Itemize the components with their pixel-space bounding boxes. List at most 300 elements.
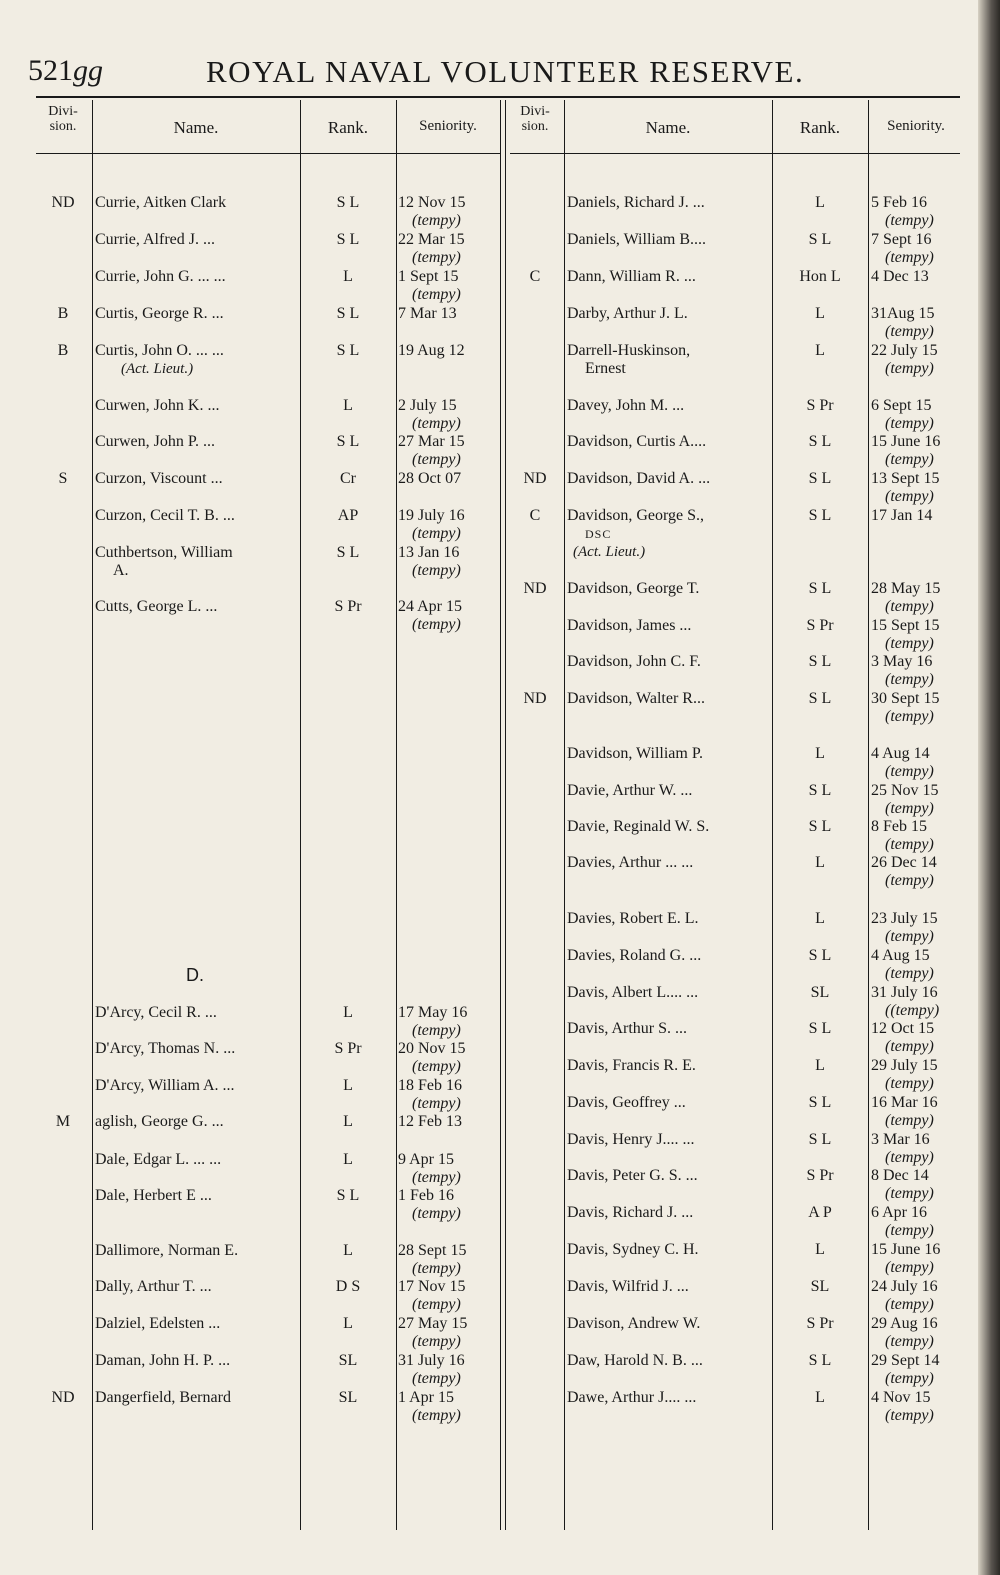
rank-value: L xyxy=(343,268,353,285)
division-code: B xyxy=(57,305,69,322)
rank-value: L xyxy=(815,854,825,871)
seniority-date-text: 15 June 16 xyxy=(871,433,941,450)
officer-name-text: Davidson, George T. xyxy=(567,580,700,597)
officer-name-text: D'Arcy, Thomas N. ... xyxy=(95,1040,236,1057)
seniority-date-text: 13 Jan 16 xyxy=(398,544,460,561)
seniority-date xyxy=(871,1315,967,1351)
seniority-date-text: 15 Sept 15 xyxy=(871,617,940,634)
seniority-date-text: 17 Jan 14 xyxy=(871,507,933,524)
seniority-date-text: 27 May 15 xyxy=(398,1315,468,1332)
temporary-note: (tempy) xyxy=(412,1333,461,1350)
seniority-date xyxy=(871,194,967,230)
seniority-date-text: 19 July 16 xyxy=(398,507,465,524)
officer-name xyxy=(95,305,300,323)
seniority-date xyxy=(871,1094,967,1130)
seniority-date-text: 22 July 15 xyxy=(871,342,938,359)
officer-name xyxy=(95,1352,300,1370)
officer-name-text: Daw, Harold N. B. ... xyxy=(567,1352,703,1369)
seniority-date xyxy=(871,470,967,506)
officer-name-text: Daman, John H. P. ... xyxy=(95,1352,231,1369)
division-code: M xyxy=(55,1113,71,1130)
seniority-date xyxy=(398,544,500,580)
division-code: ND xyxy=(523,470,547,487)
temporary-note: (tempy) xyxy=(885,488,934,505)
temporary-note: (tempy) xyxy=(885,212,934,229)
seniority-date-text: 28 Sept 15 xyxy=(398,1242,467,1259)
seniority-date xyxy=(398,1278,500,1314)
officer-name xyxy=(567,231,772,249)
temporary-note: (tempy) xyxy=(885,800,934,817)
officer-name xyxy=(95,268,300,286)
seniority-date xyxy=(398,598,500,634)
header-division: Divi- sion. xyxy=(48,104,78,134)
officer-name xyxy=(567,507,772,561)
officer-name xyxy=(95,433,300,451)
seniority-date xyxy=(871,1131,967,1167)
seniority-date-text: 4 Nov 15 xyxy=(871,1389,931,1406)
officer-name-text: Davie, Arthur W. ... xyxy=(567,782,693,799)
temporary-note: (tempy) xyxy=(412,1095,461,1112)
rank-value: L xyxy=(815,194,825,211)
officer-name xyxy=(567,1241,772,1259)
officer-name-text: Davidson, Curtis A.... xyxy=(567,433,707,450)
temporary-note: (tempy) xyxy=(885,1149,934,1166)
rank-value: S L xyxy=(808,947,832,964)
seniority-date-text: 13 Sept 15 xyxy=(871,470,940,487)
temporary-note: (tempy) xyxy=(412,525,461,542)
column-rule xyxy=(564,100,565,1530)
seniority-date-text: 26 Dec 14 xyxy=(871,854,937,871)
header-division: Divi- sion. xyxy=(520,104,550,134)
temporary-note: (tempy) xyxy=(885,1185,934,1202)
officer-name xyxy=(95,470,300,488)
temporary-note: (tempy) xyxy=(885,415,934,432)
rank-value: L xyxy=(815,1057,825,1074)
officer-name xyxy=(567,433,772,451)
seniority-date-text: 19 Aug 12 xyxy=(398,342,465,359)
seniority-date xyxy=(871,617,967,653)
rank-value: S L xyxy=(336,231,360,248)
rank-value: S L xyxy=(808,580,832,597)
officer-name-continuation: Ernest xyxy=(585,360,626,377)
column-rule xyxy=(300,100,301,1530)
division-code: ND xyxy=(523,580,547,597)
seniority-date xyxy=(871,782,967,818)
seniority-date xyxy=(398,1242,500,1278)
officer-name-continuation: A. xyxy=(113,562,129,579)
seniority-date xyxy=(398,342,500,360)
temporary-note: (tempy) xyxy=(885,1407,934,1424)
officer-name xyxy=(95,1242,300,1260)
officer-name xyxy=(567,782,772,800)
temporary-note: (tempy) xyxy=(885,598,934,615)
rank-value: S L xyxy=(336,194,360,211)
officer-name-text: Curtis, John O. ... ... xyxy=(95,342,224,359)
seniority-date xyxy=(398,1040,500,1076)
section-letter-d: D. xyxy=(186,965,204,985)
seniority-date xyxy=(871,580,967,616)
officer-name xyxy=(567,1167,772,1185)
rank-value: S L xyxy=(336,1187,360,1204)
officer-name-text: Davis, Henry J.... ... xyxy=(567,1131,695,1148)
officer-name xyxy=(95,544,300,580)
temporary-note: (tempy) xyxy=(885,1075,934,1092)
rank-value: S L xyxy=(808,818,832,835)
officer-name-text: Dann, William R. ... xyxy=(567,268,696,285)
seniority-date xyxy=(398,1389,500,1425)
officer-name-text: Davidson, James ... xyxy=(567,617,692,634)
temporary-note: (tempy) xyxy=(885,965,934,982)
seniority-date-text: 29 Sept 14 xyxy=(871,1352,940,1369)
rank-value: L xyxy=(343,1113,353,1130)
seniority-date xyxy=(871,1389,967,1425)
rank-value: L xyxy=(343,1151,353,1168)
temporary-note: (tempy) xyxy=(412,1296,461,1313)
column-rule xyxy=(500,100,501,1530)
seniority-date-text: 1 Feb 16 xyxy=(398,1187,454,1204)
officer-name xyxy=(567,617,772,635)
officer-name-text: Daniels, Richard J. ... xyxy=(567,194,705,211)
temporary-note: (tempy) xyxy=(885,360,934,377)
seniority-date-text: 31Aug 15 xyxy=(871,305,935,322)
seniority-date xyxy=(398,305,500,323)
temporary-note: (tempy) xyxy=(885,708,934,725)
rank-value: Hon L xyxy=(799,268,841,285)
officer-name-text: Darrell-Huskinson, xyxy=(567,342,691,359)
seniority-date xyxy=(871,984,967,1020)
seniority-date xyxy=(398,397,500,433)
officer-name-text: Davies, Robert E. L. xyxy=(567,910,699,927)
seniority-date-text: 17 Nov 15 xyxy=(398,1278,466,1295)
rank-value: L xyxy=(343,1242,353,1259)
column-rule xyxy=(396,100,397,1530)
division-code: ND xyxy=(523,690,547,707)
header-rank: Rank. xyxy=(327,118,369,137)
seniority-date xyxy=(871,342,967,378)
seniority-date xyxy=(871,854,967,890)
seniority-date xyxy=(398,1187,500,1223)
rank-value: S L xyxy=(808,507,832,524)
officer-name-text: Davis, Geoffrey ... xyxy=(567,1094,686,1111)
officer-name xyxy=(95,194,300,212)
seniority-date xyxy=(871,1167,967,1203)
header-rank: Rank. xyxy=(799,118,841,137)
seniority-date xyxy=(871,433,967,469)
officer-name-text: Dale, Edgar L. ... ... xyxy=(95,1151,222,1168)
seniority-date-text: 16 Mar 16 xyxy=(871,1094,938,1111)
officer-name-text: Cuthbertson, William xyxy=(95,544,233,561)
temporary-note: (tempy) xyxy=(885,1370,934,1387)
officer-name xyxy=(95,1077,300,1095)
rank-value: S L xyxy=(808,782,832,799)
seniority-date xyxy=(871,1020,967,1056)
temporary-note: (tempy) xyxy=(885,635,934,652)
officer-name xyxy=(567,1204,772,1222)
temporary-note: (tempy) xyxy=(885,1296,934,1313)
officer-name-text: Darby, Arthur J. L. xyxy=(567,305,688,322)
column-rule xyxy=(92,100,93,1530)
rank-value: S L xyxy=(336,433,360,450)
page-title: ROYAL NAVAL VOLUNTEER RESERVE. xyxy=(206,54,805,89)
rank-value: S L xyxy=(336,342,360,359)
seniority-date xyxy=(398,507,500,543)
officer-name-text: Davis, Richard J. ... xyxy=(567,1204,694,1221)
rank-value: S L xyxy=(808,690,832,707)
temporary-note: (tempy) xyxy=(412,212,461,229)
officer-name xyxy=(567,1389,772,1407)
seniority-date-text: 20 Nov 15 xyxy=(398,1040,466,1057)
rank-value: L xyxy=(815,1389,825,1406)
temporary-note: (tempy) xyxy=(885,1259,934,1276)
rank-value: S Pr xyxy=(806,1167,834,1184)
seniority-date-text: 9 Apr 15 xyxy=(398,1151,454,1168)
seniority-date-text: 4 Aug 14 xyxy=(871,745,930,762)
rank-value: SL xyxy=(810,984,830,1001)
officer-name-text: Davis, Francis R. E. xyxy=(567,1057,696,1074)
seniority-date-text: 29 Aug 16 xyxy=(871,1315,938,1332)
temporary-note: (tempy) xyxy=(412,249,461,266)
page-number: 521gg xyxy=(28,54,103,87)
seniority-date xyxy=(398,1352,500,1388)
seniority-date-text: 18 Feb 16 xyxy=(398,1077,462,1094)
seniority-date-text: 3 Mar 16 xyxy=(871,1131,930,1148)
seniority-date-text: 28 Oct 07 xyxy=(398,470,462,487)
rank-value: L xyxy=(343,397,353,414)
seniority-date xyxy=(871,1204,967,1240)
seniority-date xyxy=(398,1315,500,1351)
officer-name xyxy=(567,947,772,965)
column-rule xyxy=(772,100,773,1530)
temporary-note: (tempy) xyxy=(885,1222,934,1239)
officer-name-text: Davidson, Walter R... xyxy=(567,690,705,707)
temporary-note: (tempy) xyxy=(885,928,934,945)
officer-name xyxy=(567,194,772,212)
temporary-note: (tempy) xyxy=(412,451,461,468)
division-code: ND xyxy=(51,1389,75,1406)
officer-name xyxy=(567,580,772,598)
seniority-date-text: 12 Feb 13 xyxy=(398,1113,462,1130)
seniority-date xyxy=(871,397,967,433)
officer-name xyxy=(567,1020,772,1038)
rank-value: L xyxy=(815,1241,825,1258)
rank-value: L xyxy=(815,305,825,322)
rank-value: SL xyxy=(810,1278,830,1295)
officer-name-text: Daniels, William B.... xyxy=(567,231,707,248)
officer-name xyxy=(95,1113,300,1131)
seniority-date xyxy=(398,1151,500,1187)
rank-value: S L xyxy=(336,305,360,322)
officer-name xyxy=(95,1040,300,1058)
officer-name-text: Curwen, John P. ... xyxy=(95,433,216,450)
seniority-date xyxy=(398,433,500,469)
officer-name xyxy=(567,397,772,415)
header-name: Name. xyxy=(173,118,219,137)
seniority-date-text: 17 May 16 xyxy=(398,1004,468,1021)
temporary-note: (tempy) xyxy=(885,872,934,889)
decoration: DSC xyxy=(585,527,612,541)
seniority-date xyxy=(871,818,967,854)
officer-name-text: aglish, George G. ... xyxy=(95,1113,224,1130)
officer-name xyxy=(567,910,772,928)
seniority-date-text: 1 Sept 15 xyxy=(398,268,459,285)
officer-name-text: Currie, John G. ... ... xyxy=(95,268,226,285)
seniority-date-text: 30 Sept 15 xyxy=(871,690,940,707)
header-rule-right xyxy=(510,153,960,154)
rank-value: Cr xyxy=(340,470,356,487)
officer-name xyxy=(95,231,300,249)
rank-value: S L xyxy=(808,470,832,487)
rank-value: S L xyxy=(808,1094,832,1111)
seniority-date-text: 7 Mar 13 xyxy=(398,305,457,322)
rank-value: A P xyxy=(808,1204,832,1221)
officer-name-text: Curzon, Viscount ... xyxy=(95,470,223,487)
top-rule xyxy=(36,96,960,98)
officer-name xyxy=(567,1315,772,1333)
officer-name xyxy=(95,1278,300,1296)
rank-value: S Pr xyxy=(806,397,834,414)
officer-name-text: Currie, Aitken Clark xyxy=(95,194,227,211)
officer-name-text: Davidson, David A. ... xyxy=(567,470,711,487)
seniority-date xyxy=(871,910,967,946)
officer-name xyxy=(567,854,772,872)
officer-name-text: Davis, Albert L.... ... xyxy=(567,984,699,1001)
rank-value: L xyxy=(815,745,825,762)
seniority-date-text: 4 Aug 15 xyxy=(871,947,930,964)
seniority-date-text: 1 Apr 15 xyxy=(398,1389,454,1406)
officer-name-text: Curwen, John K. ... xyxy=(95,397,220,414)
officer-name-text: Davison, Andrew W. xyxy=(567,1315,701,1332)
temporary-note: (tempy) xyxy=(412,1058,461,1075)
officer-name xyxy=(95,1315,300,1333)
temporary-note: (tempy) xyxy=(412,1407,461,1424)
temporary-note: (tempy) xyxy=(412,1205,461,1222)
division-code: ND xyxy=(51,194,75,211)
officer-name xyxy=(95,1004,300,1022)
division-code: B xyxy=(57,342,69,359)
rank-value: L xyxy=(343,1004,353,1021)
seniority-date-text: 6 Sept 15 xyxy=(871,397,932,414)
officer-name-text: Davies, Arthur ... ... xyxy=(567,854,694,871)
officer-name xyxy=(567,305,772,323)
officer-name-text: Davidson, George S., xyxy=(567,507,705,524)
officer-name-text: Davies, Roland G. ... xyxy=(567,947,702,964)
seniority-date xyxy=(398,268,500,304)
officer-name xyxy=(567,1278,772,1296)
officer-name xyxy=(95,1151,300,1169)
officer-name-text: Dalziel, Edelsten ... xyxy=(95,1315,221,1332)
seniority-date-text: 29 July 15 xyxy=(871,1057,938,1074)
officer-name-text: Davis, Wilfrid J. ... xyxy=(567,1278,689,1295)
rank-value: L xyxy=(343,1315,353,1332)
officer-name xyxy=(567,268,772,286)
seniority-date xyxy=(871,1241,967,1277)
rank-value: L xyxy=(815,342,825,359)
officer-name xyxy=(95,397,300,415)
temporary-note: (tempy) xyxy=(885,763,934,780)
officer-name xyxy=(95,598,300,616)
seniority-date xyxy=(871,745,967,781)
seniority-date xyxy=(871,305,967,341)
officer-name xyxy=(567,1131,772,1149)
seniority-date-text: 12 Oct 15 xyxy=(871,1020,935,1037)
officer-name-text: Dawe, Arthur J.... ... xyxy=(567,1389,697,1406)
header-rule-left xyxy=(36,153,500,154)
seniority-date-text: 28 May 15 xyxy=(871,580,941,597)
officer-name xyxy=(95,507,300,525)
seniority-date-text: 4 Dec 13 xyxy=(871,268,929,285)
officer-name xyxy=(567,1352,772,1370)
rank-value: S L xyxy=(808,231,832,248)
officer-name xyxy=(567,1057,772,1075)
officer-name xyxy=(567,653,772,671)
column-rule xyxy=(505,100,506,1530)
officer-name xyxy=(567,984,772,1002)
seniority-date-text: 31 July 16 xyxy=(398,1352,465,1369)
temporary-note: (tempy) xyxy=(885,1333,934,1350)
rank-value: S Pr xyxy=(334,598,362,615)
temporary-note: (tempy) xyxy=(412,1260,461,1277)
officer-name xyxy=(95,1389,300,1407)
temporary-note: (tempy) xyxy=(412,415,461,432)
header-seniority: Seniority. xyxy=(887,118,945,134)
rank-value: SL xyxy=(338,1352,358,1369)
seniority-date-text: 8 Dec 14 xyxy=(871,1167,929,1184)
acting-rank-note: (Act. Lieut.) xyxy=(573,544,646,560)
rank-value: S L xyxy=(336,544,360,561)
officer-name-text: Davis, Arthur S. ... xyxy=(567,1020,687,1037)
officer-name-text: D'Arcy, Cecil R. ... xyxy=(95,1004,217,1021)
temporary-note: (tempy) xyxy=(885,451,934,468)
seniority-date-text: 27 Mar 15 xyxy=(398,433,465,450)
seniority-date-text: 5 Feb 16 xyxy=(871,194,927,211)
seniority-date xyxy=(871,231,967,267)
officer-name xyxy=(567,745,772,763)
page-binding-edge xyxy=(978,0,1000,1575)
seniority-date-text: 12 Nov 15 xyxy=(398,194,466,211)
officer-name-text: Curzon, Cecil T. B. ... xyxy=(95,507,235,524)
seniority-date-text: 31 July 16 xyxy=(871,984,938,1001)
rank-value: L xyxy=(343,1077,353,1094)
seniority-date-text: 23 July 15 xyxy=(871,910,938,927)
officer-name-text: Davidson, William P. xyxy=(567,745,703,762)
temporary-note: (tempy) xyxy=(412,562,461,579)
rank-value: L xyxy=(815,910,825,927)
header-name: Name. xyxy=(645,118,691,137)
officer-name xyxy=(567,342,772,378)
officer-name-text: Dangerfield, Bernard xyxy=(95,1389,231,1406)
officer-name-text: Currie, Alfred J. ... xyxy=(95,231,215,248)
officer-name-text: Davidson, John C. F. xyxy=(567,653,701,670)
seniority-date xyxy=(398,470,500,488)
seniority-date xyxy=(871,690,967,726)
officer-name xyxy=(567,818,772,836)
temporary-note: (tempy) xyxy=(885,1038,934,1055)
seniority-date xyxy=(398,1004,500,1040)
seniority-date xyxy=(871,507,967,525)
temporary-note: (tempy) xyxy=(885,836,934,853)
division-code: C xyxy=(529,507,541,524)
temporary-note: (tempy) xyxy=(885,249,934,266)
seniority-date xyxy=(398,1077,500,1113)
rank-value: S L xyxy=(808,1131,832,1148)
seniority-date xyxy=(871,653,967,689)
seniority-date xyxy=(871,1057,967,1093)
rank-value: S Pr xyxy=(806,617,834,634)
seniority-date xyxy=(871,1278,967,1314)
seniority-date xyxy=(398,194,500,230)
seniority-date-text: 22 Mar 15 xyxy=(398,231,465,248)
seniority-date-text: 3 May 16 xyxy=(871,653,933,670)
